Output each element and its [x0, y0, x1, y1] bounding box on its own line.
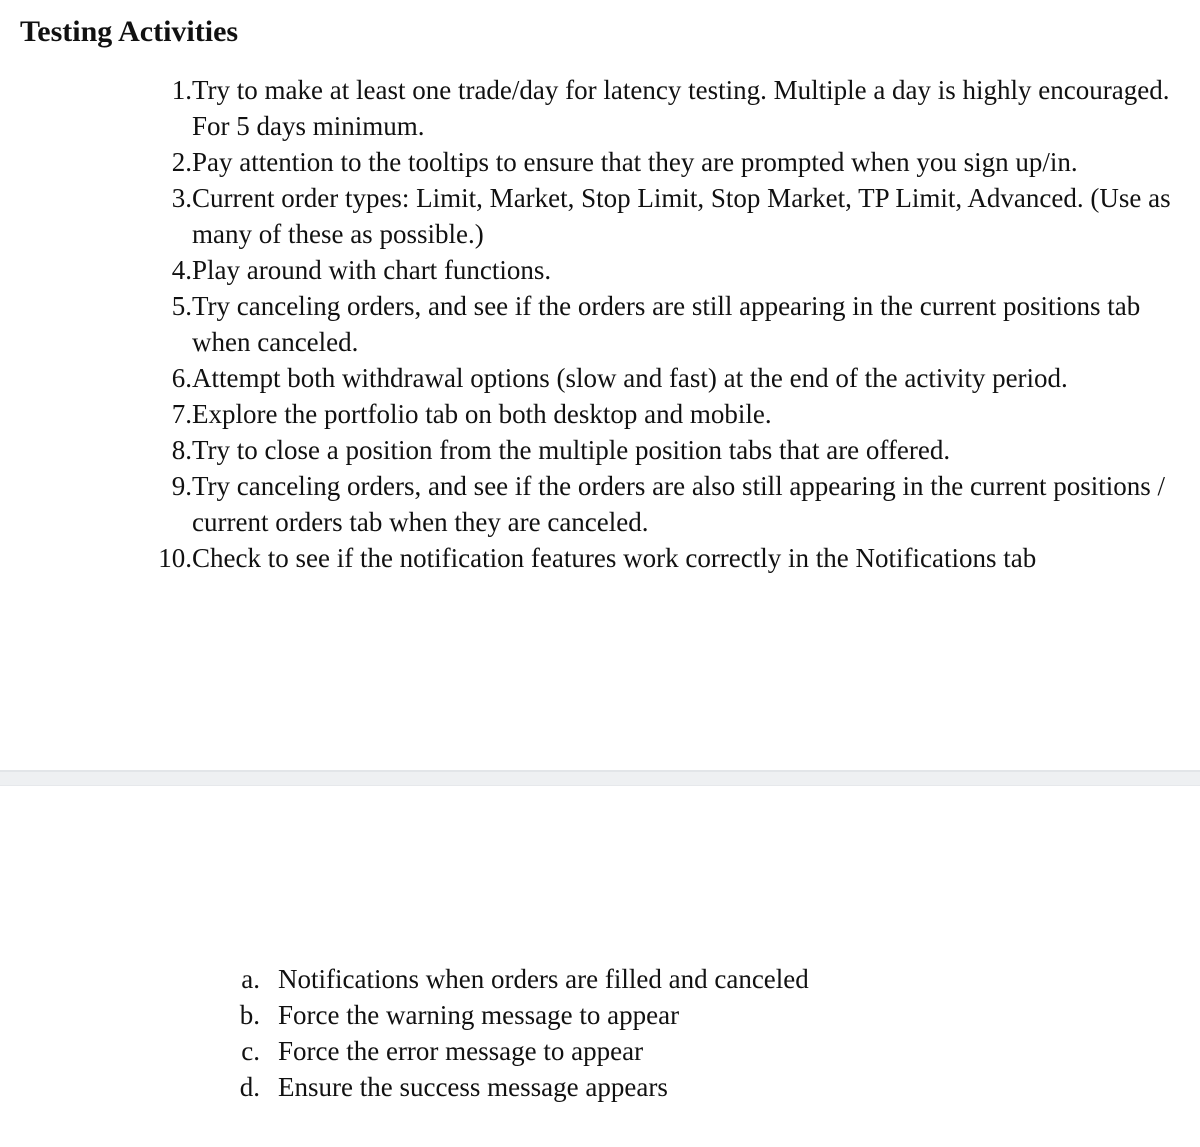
- sub-list-item-letter: d.: [239, 1072, 260, 1102]
- sub-list-item-letter: a.: [241, 964, 260, 994]
- list-item: [140, 288, 1180, 360]
- sub-list-item: [228, 1069, 809, 1105]
- list-item: [140, 72, 1180, 144]
- page-break-divider: [0, 770, 1200, 786]
- list-item: [140, 252, 1180, 288]
- list-item-text: Try canceling orders, and see if the orders are also still appearing in the current positions / current orders tab when they are canceled.: [192, 471, 1165, 537]
- list-item: [140, 540, 1180, 576]
- sub-list-item-text: Force the warning message to appear: [278, 1000, 680, 1030]
- list-item-number: 10.: [158, 543, 192, 573]
- list-item-text: Try to make at least one trade/day for latency testing. Multiple a day is highly encouraged. For 5 days minimum.: [192, 75, 1170, 141]
- sub-list-item-text: Force the error message to appear: [278, 1036, 644, 1066]
- document-page-2: [0, 786, 1200, 1147]
- list-item: [140, 144, 1180, 180]
- sub-list-item-letter: b.: [239, 1000, 260, 1030]
- sub-list-item: [228, 997, 809, 1033]
- list-item-text: Try canceling orders, and see if the orders are still appearing in the current positions tab when canceled.: [192, 291, 1141, 357]
- list-item-number: 6.: [171, 363, 192, 393]
- sub-list-item-text: Notifications when orders are filled and canceled: [278, 964, 809, 994]
- list-item-text: Try to close a position from the multiple position tabs that are offered.: [192, 435, 951, 465]
- list-item-number: 7.: [171, 399, 192, 429]
- notification-subitems-list: [228, 961, 809, 1105]
- list-item: [140, 180, 1180, 252]
- list-item-text: Attempt both withdrawal options (slow and fast) at the end of the activity period.: [192, 363, 1068, 393]
- list-item-text: Check to see if the notification features work correctly in the Notifications tab: [192, 543, 1037, 573]
- list-item-number: 3.: [171, 183, 192, 213]
- list-item-text: Pay attention to the tooltips to ensure that they are prompted when you sign up/in.: [192, 147, 1078, 177]
- list-item: [140, 468, 1180, 540]
- list-item: [140, 432, 1180, 468]
- list-item-number: 2.: [171, 147, 192, 177]
- list-item-number: 4.: [171, 255, 192, 285]
- sub-list-item-letter: c.: [241, 1036, 260, 1066]
- list-item-text: Play around with chart functions.: [192, 255, 552, 285]
- list-item-text: Explore the portfolio tab on both desktop and mobile.: [192, 399, 772, 429]
- testing-activities-list: [140, 72, 1180, 576]
- list-item-number: 9.: [171, 471, 192, 501]
- sub-list-item: [228, 1033, 809, 1069]
- document-title: Testing Activities: [20, 15, 239, 48]
- list-item-number: 5.: [171, 291, 192, 321]
- list-item: [140, 396, 1180, 432]
- sub-list-item: [228, 961, 809, 997]
- list-item-text: Current order types: Limit, Market, Stop Limit, Stop Market, TP Limit, Advanced. (Use as many of these as possible.): [192, 183, 1171, 249]
- list-item-number: 8.: [171, 435, 192, 465]
- sub-list-item-text: Ensure the success message appears: [278, 1072, 668, 1102]
- list-item-number: 1.: [171, 75, 192, 105]
- list-item: [140, 360, 1180, 396]
